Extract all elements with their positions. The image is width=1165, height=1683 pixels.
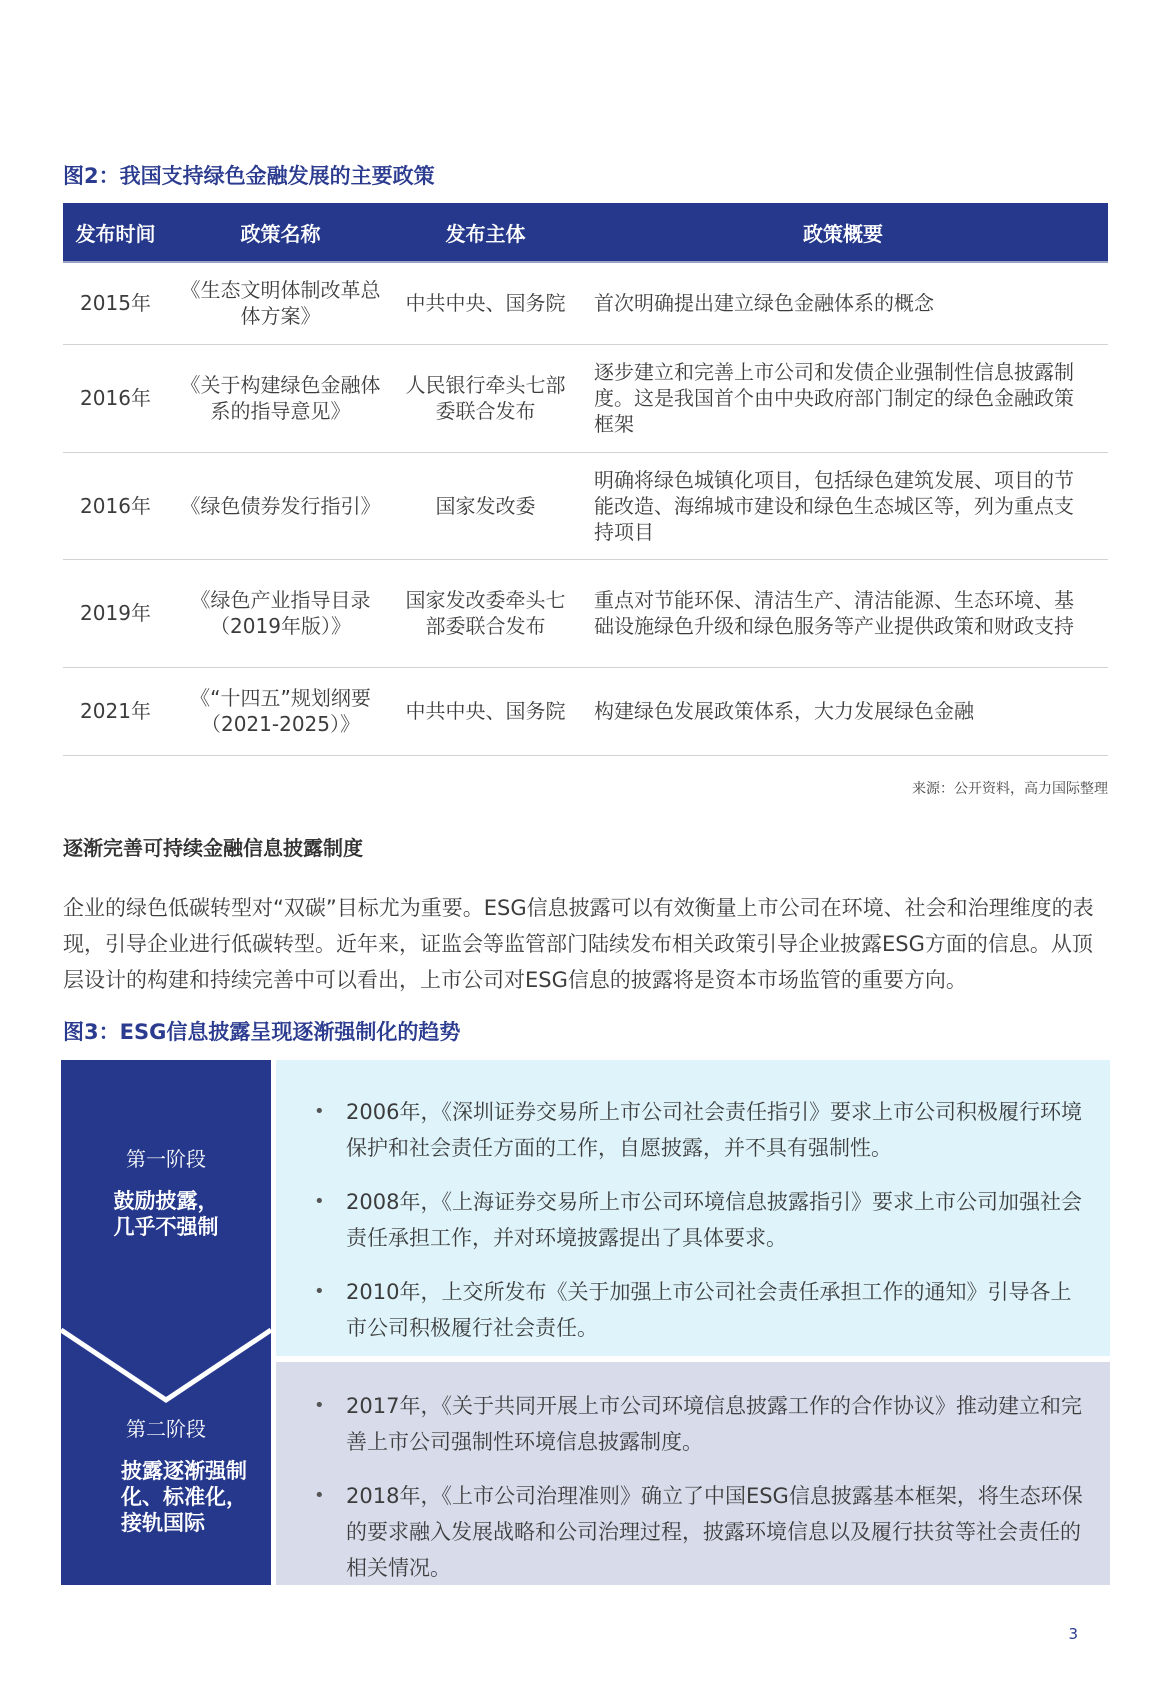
row-policy-name: 《生态文明体制改革总体方案》	[168, 262, 393, 344]
list-item	[314, 1274, 1086, 1346]
list-item	[314, 1184, 1086, 1256]
row-policy-name: 《关于构建绿色金融体系的指导意见》	[168, 344, 393, 452]
table-row	[63, 559, 1108, 667]
list-item	[314, 1478, 1086, 1586]
bullet-icon: •	[314, 1191, 325, 1212]
stage2-list	[314, 1388, 1086, 1586]
page-number: 3	[1068, 1625, 1078, 1643]
row-issuer: 中共中央、国务院	[393, 262, 578, 344]
figure2-title: 图2：我国支持绿色金融发展的主要政策	[63, 164, 435, 188]
list-item-text: 2017年，《关于共同开展上市公司环境信息披露工作的合作协议》推动建立和完善上市公司强制性环境信息披露制度。	[346, 1394, 1082, 1454]
table-row	[63, 344, 1108, 452]
row-issuer: 人民银行牵头七部委联合发布	[393, 344, 578, 452]
table-row	[63, 452, 1108, 559]
row-summary: 明确将绿色城镇化项目，包括绿色建筑发展、项目的节能改造、海绵城市建设和绿色生态城区等，列为重点支持项目	[578, 452, 1108, 559]
stage2-description: 披露逐渐强制化、标准化，接轨国际	[121, 1459, 247, 1535]
row-summary: 构建绿色发展政策体系，大力发展绿色金融	[578, 667, 1108, 755]
stage2-panel	[276, 1362, 1110, 1585]
stage1-list	[314, 1094, 1086, 1346]
list-item-text: 2008年，《上海证券交易所上市公司环境信息披露指引》要求上市公司加强社会责任承担工作，并对环境披露提出了具体要求。	[346, 1190, 1082, 1250]
row-issuer: 中共中央、国务院	[393, 667, 578, 755]
stage2-label: 第二阶段	[126, 1417, 206, 1441]
row-issuer: 国家发改委	[393, 452, 578, 559]
row-year: 2016年	[63, 452, 168, 559]
header-issuer: 发布主体	[393, 203, 578, 262]
header-summary: 政策概要	[578, 203, 1108, 262]
bullet-icon: •	[314, 1101, 325, 1122]
table-row	[63, 262, 1108, 344]
stage1-label: 第一阶段	[126, 1147, 206, 1171]
table-header-row	[63, 203, 1108, 262]
row-issuer: 国家发改委牵头七部委联合发布	[393, 559, 578, 667]
row-summary: 逐步建立和完善上市公司和发债企业强制性信息披露制度。这是我国首个由中央政府部门制定的绿色金融政策框架	[578, 344, 1108, 452]
body-paragraph: 企业的绿色低碳转型对“双碳”目标尤为重要。ESG信息披露可以有效衡量上市公司在环境、社会和治理维度的表现，引导企业进行低碳转型。近年来，证监会等监管部门陆续发布相关政策引导企业披露ESG方面的信息。从顶层设计的构建和持续完善中可以看出，上市公司对ESG信息的披露将是资本市场监管的重要方向。	[63, 896, 1094, 992]
header-policy-name: 政策名称	[168, 203, 393, 262]
row-policy-name: 《绿色产业指导目录（2019年版）》	[168, 559, 393, 667]
stage-column	[61, 1060, 271, 1585]
policy-table	[63, 203, 1108, 756]
list-item	[314, 1388, 1086, 1460]
figure3-title: 图3：ESG信息披露呈现逐渐强制化的趋势	[63, 1020, 461, 1044]
row-policy-name: 《“十四五”规划纲要（2021-2025）》	[168, 667, 393, 755]
stage1-description: 鼓励披露，几乎不强制	[113, 1189, 219, 1239]
section-heading: 逐渐完善可持续金融信息披露制度	[63, 836, 363, 860]
row-summary: 首次明确提出建立绿色金融体系的概念	[578, 262, 1108, 344]
header-date: 发布时间	[63, 203, 168, 262]
table-source-note: 来源：公开资料，高力国际整理	[912, 781, 1108, 797]
row-policy-name: 《绿色债券发行指引》	[168, 452, 393, 559]
row-year: 2016年	[63, 344, 168, 452]
bullet-icon: •	[314, 1395, 325, 1416]
list-item-text: 2018年，《上市公司治理准则》确立了中国ESG信息披露基本框架，将生态环保的要求融入发展战略和公司治理过程，披露环境信息以及履行扶贫等社会责任的相关情况。	[346, 1484, 1083, 1580]
row-year: 2021年	[63, 667, 168, 755]
row-year: 2019年	[63, 559, 168, 667]
bullet-icon: •	[314, 1281, 325, 1302]
row-year: 2015年	[63, 262, 168, 344]
list-item	[314, 1094, 1086, 1166]
table-row	[63, 667, 1108, 755]
list-item-text: 2010年，上交所发布《关于加强上市公司社会责任承担工作的通知》引导各上市公司积极履行社会责任。	[346, 1280, 1072, 1340]
stage1-panel	[276, 1060, 1110, 1356]
row-summary: 重点对节能环保、清洁生产、清洁能源、生态环境、基础设施绿色升级和绿色服务等产业提供政策和财政支持	[578, 559, 1108, 667]
list-item-text: 2006年，《深圳证券交易所上市公司社会责任指引》要求上市公司积极履行环境保护和社会责任方面的工作，自愿披露，并不具有强制性。	[346, 1100, 1082, 1160]
bullet-icon: •	[314, 1485, 325, 1506]
